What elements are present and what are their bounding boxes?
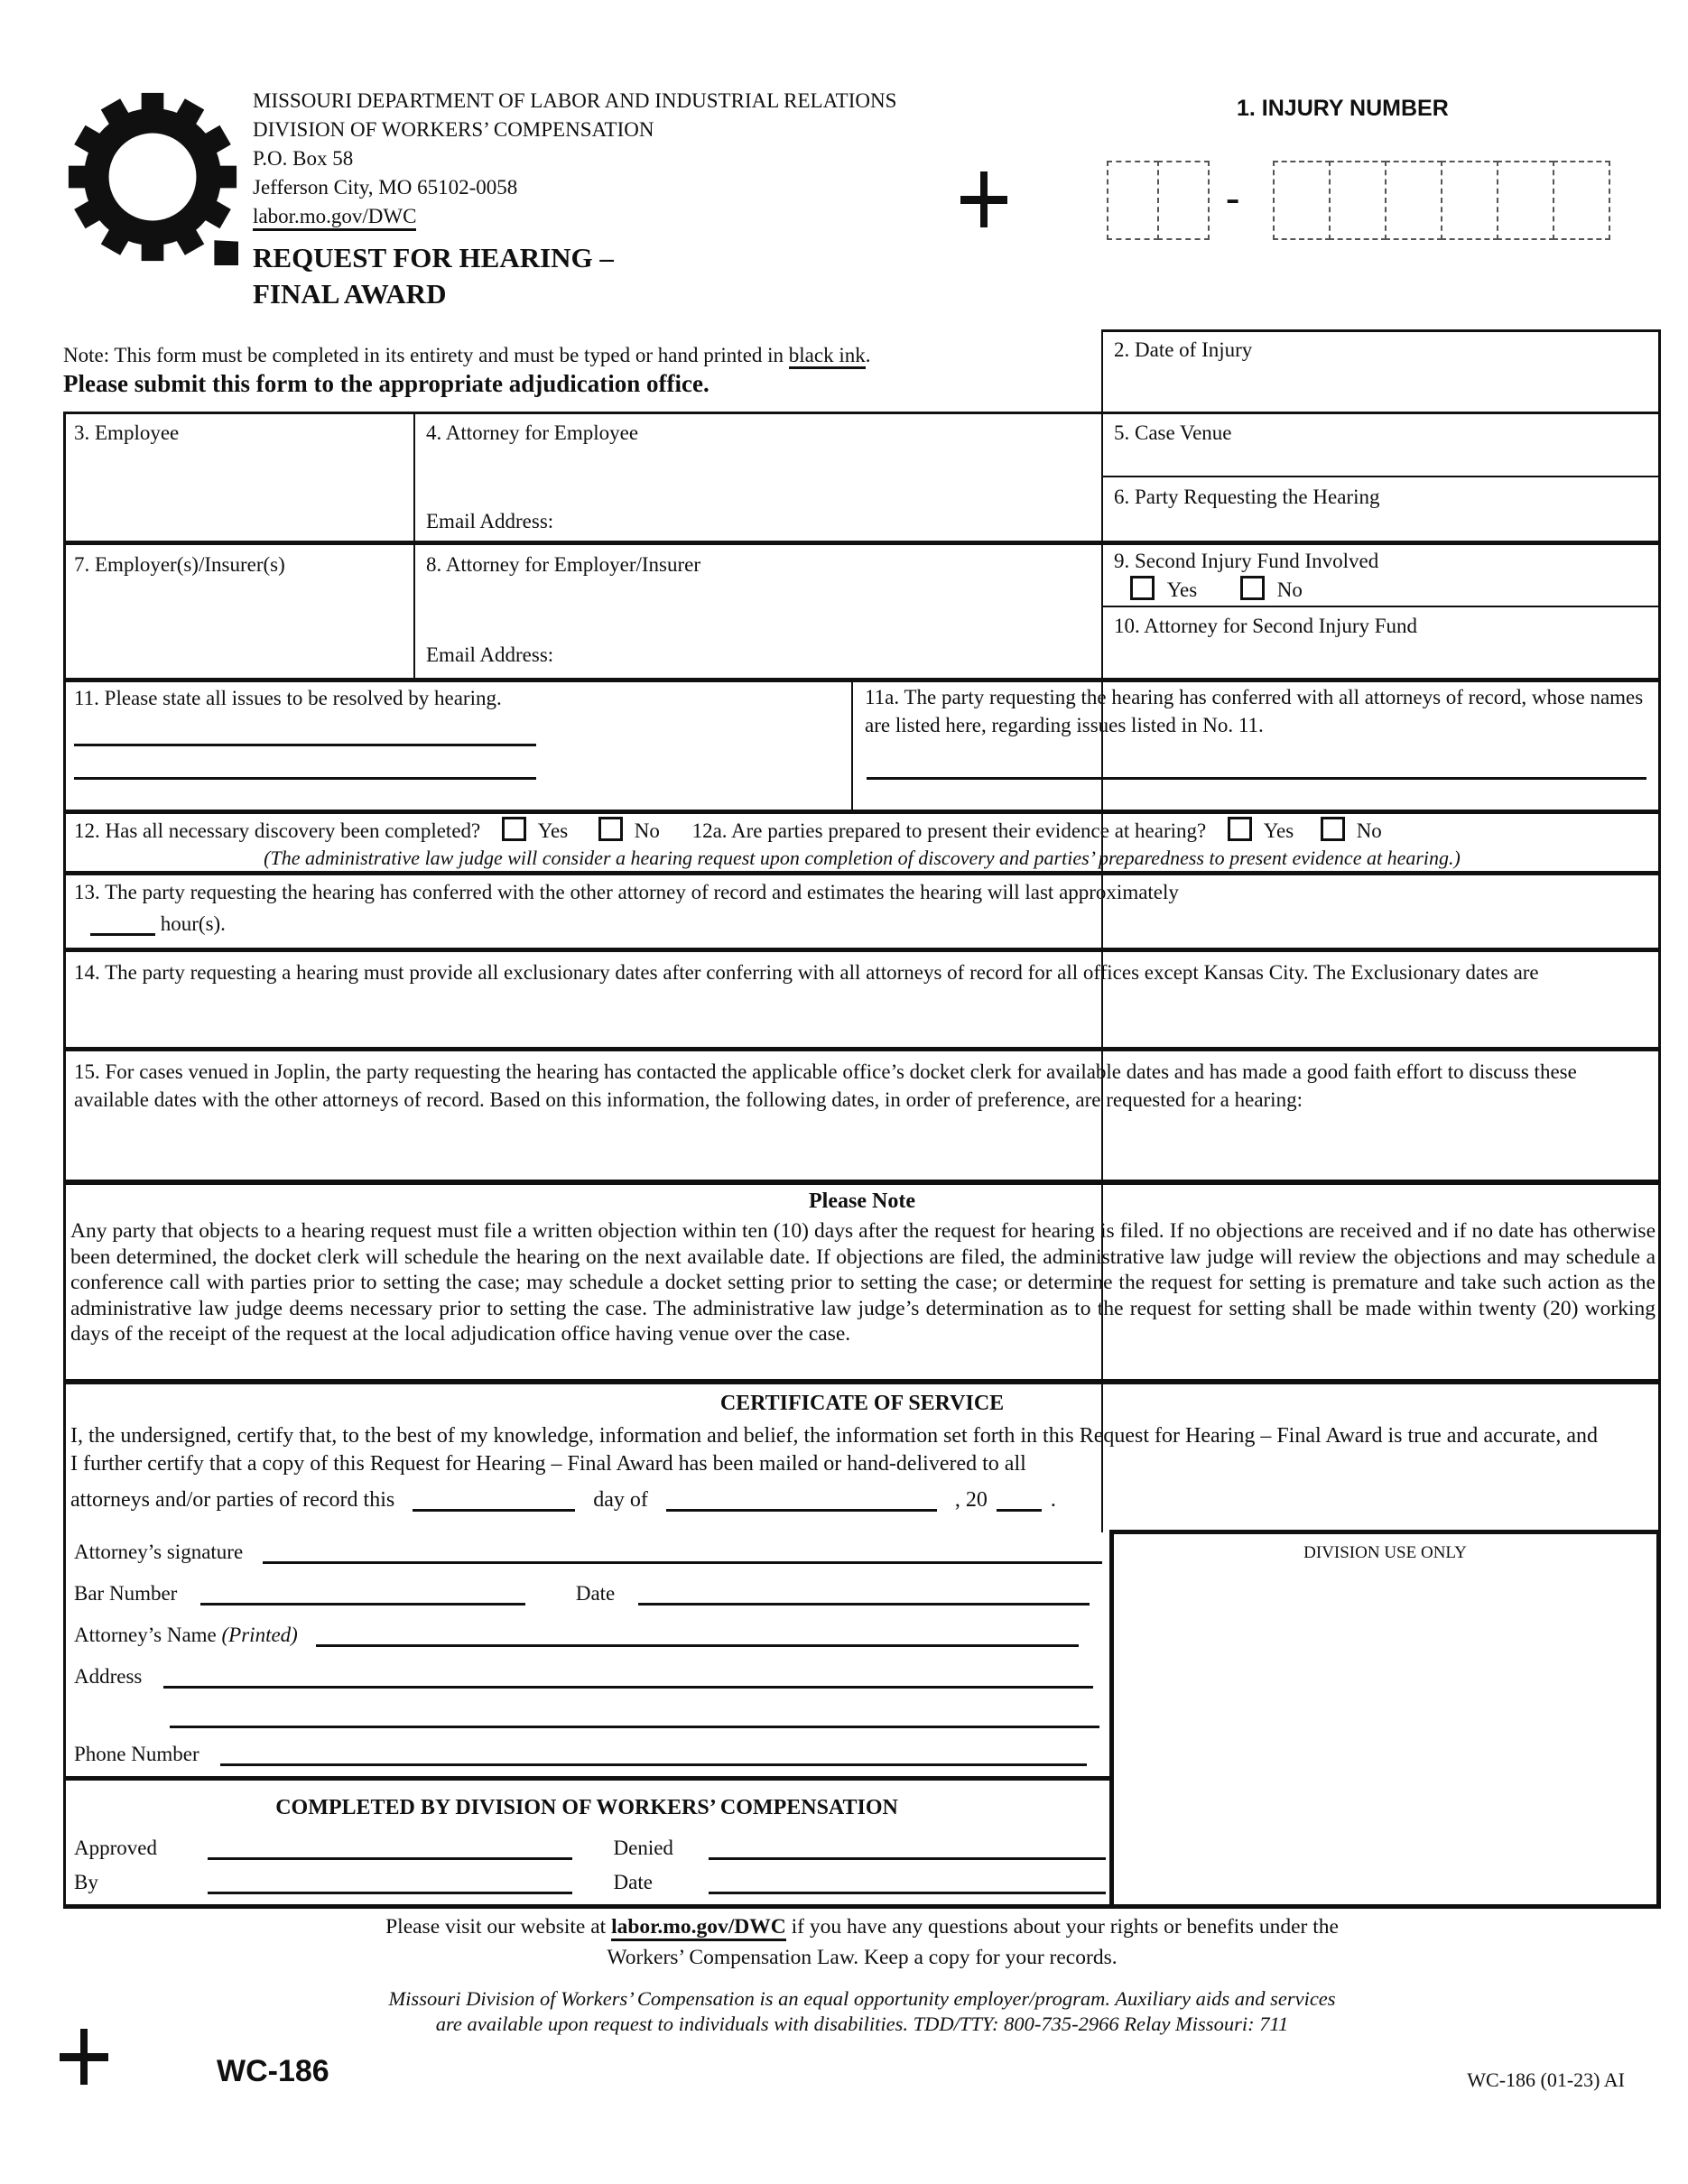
divider-line <box>63 810 1661 814</box>
month-write-line[interactable] <box>666 1487 937 1512</box>
injury-number-cell[interactable] <box>1553 161 1610 240</box>
certificate-tail-text: attorneys and/or parties of record this <box>70 1488 395 1512</box>
by-label: By <box>74 1871 98 1893</box>
field-4-label: 4. Attorney for Employee <box>426 421 639 444</box>
date-label: Date <box>575 1582 616 1605</box>
field-4-email-label: Email Address: <box>426 510 554 532</box>
denied-write-line[interactable] <box>709 1836 1106 1860</box>
table-left-border <box>63 412 66 1909</box>
year-prefix: , 20 <box>954 1488 988 1512</box>
divider-line <box>63 1904 1112 1909</box>
divider-line <box>1101 329 1661 332</box>
injury-number-cell[interactable] <box>1107 161 1159 240</box>
form-title-line-1: REQUEST FOR HEARING – <box>253 242 614 273</box>
divider-line <box>1101 476 1661 477</box>
column-divider <box>1101 329 1103 1532</box>
certificate-date-row <box>70 1487 1056 1513</box>
footer-visit-line-1 <box>63 1915 1661 1939</box>
no-label: No <box>1276 578 1303 601</box>
field-3-label: 3. Employee <box>74 421 180 444</box>
certificate-body: I, the undersigned, certify that, to the best of my knowledge, information and belief, the information set forth in this Request for Hearing – Final Award is true and accurate, and I further certify that a copy of this Request for Hearing – Final Award has been mailed or hand-delivered to all <box>70 1424 1598 1476</box>
yes-checkbox[interactable] <box>1130 576 1155 600</box>
injury-number-cell[interactable] <box>1385 161 1442 240</box>
injury-number-cell[interactable] <box>1441 161 1498 240</box>
phone-write-line[interactable] <box>220 1742 1087 1766</box>
field-6-label: 6. Party Requesting the Hearing <box>1114 486 1380 508</box>
divider-line <box>63 948 1661 952</box>
field-11a-label: 11a. The party requesting the hearing has conferred with all attorneys of record, whose names are listed here, regarding issues listed in No. 11. <box>865 686 1644 736</box>
completed-date-write-line[interactable] <box>709 1870 1106 1894</box>
field-11-write-line[interactable] <box>74 777 536 780</box>
attorney-name-row <box>74 1623 1079 1648</box>
form-title-line-2: FINAL AWARD <box>253 278 447 310</box>
footer-eo-line-2: are available upon request to individuals with disabilities. TDD/TTY: 800-735-2966 Relay Missouri: 711 <box>435 2013 1289 2035</box>
phone-row <box>74 1742 1087 1767</box>
yes-label: Yes <box>1166 578 1198 601</box>
attorney-name-printed-label: (Printed) <box>221 1624 298 1646</box>
column-divider <box>413 412 415 678</box>
please-note-body: Any party that objects to a hearing request must file a written objection within ten (10) days after the request for hearing is filed. If no objections are received and if no date has otherwise been determined, the docket clerk will schedule the hearing on the next available date. If objections are filed, the administrative law judge will review the objections and may schedule a conference call with parties prior to setting the case; may schedule a docket setting prior to setting the case; or determine the request for setting is premature and take such action as the administrative law judge deems necessary prior to setting the case. The administrative law judge’s determination as to the request for setting shall be made within twenty (20) working days of the receipt of the request at the local adjudication office having venue over the case. <box>70 1219 1656 1346</box>
divider-line <box>63 678 1661 682</box>
divider-line <box>63 1047 1661 1051</box>
divider-line <box>63 412 1661 414</box>
injury-number-cell[interactable] <box>1329 161 1387 240</box>
field-14-label: 14. The party requesting a hearing must provide all exclusionary dates after conferring with all attorneys of record for all offices except Kansas City. The Exclusionary dates are <box>74 961 1539 984</box>
address-line-1: P.O. Box 58 <box>253 147 354 170</box>
footer-visit-post: if you have any questions about your rights or benefits under the <box>785 1915 1339 1939</box>
injury-number-cell[interactable] <box>1273 161 1331 240</box>
form-code: WC-186 <box>217 2054 329 2088</box>
injury-number-cell[interactable] <box>1157 161 1210 240</box>
field-12-note: (The administrative law judge will consider a hearing request upon completion of discovery and parties’ preparedness to present evidence at hearing.) <box>264 847 1461 869</box>
injury-number-dash: - <box>1226 174 1240 220</box>
yes-label: Yes <box>1263 819 1294 842</box>
certificate-title: CERTIFICATE OF SERVICE <box>719 1392 1005 1415</box>
yes-checkbox[interactable] <box>502 817 526 841</box>
field-11-label: 11. Please state all issues to be resolved by hearing. <box>74 687 502 709</box>
completed-date-label: Date <box>613 1871 653 1893</box>
footer-eo-line-1: Missouri Division of Workers’ Compensation is an equal opportunity employer/program. Auxiliary aids and services <box>388 1987 1336 2010</box>
footer-visit-pre: Please visit our website at <box>385 1915 612 1939</box>
approved-write-line[interactable] <box>208 1836 572 1860</box>
no-label: No <box>634 819 660 842</box>
table-right-border <box>1658 329 1661 1532</box>
field-11a-write-line[interactable] <box>867 777 1646 780</box>
address-line-2: Jefferson City, MO 65102-0058 <box>253 176 518 199</box>
field-5-label: 5. Case Venue <box>1114 421 1232 444</box>
note-suffix: . <box>865 344 871 366</box>
divider-line <box>63 1776 1112 1781</box>
divider-line <box>63 541 1661 545</box>
field-10-label: 10. Attorney for Second Injury Fund <box>1114 615 1418 637</box>
bar-number-write-line[interactable] <box>200 1581 525 1606</box>
field-12-label: 12. Has all necessary discovery been completed? <box>74 819 481 842</box>
submit-instruction: Please submit this form to the appropriate adjudication office. <box>63 370 710 397</box>
injury-number-main-boxes <box>1273 161 1610 240</box>
phone-label: Phone Number <box>74 1743 199 1765</box>
sentence-period: . <box>1050 1488 1056 1512</box>
address-label: Address <box>74 1665 143 1688</box>
denied-label: Denied <box>613 1837 673 1859</box>
field-13-hours-row <box>90 912 226 937</box>
bar-number-row <box>74 1581 1090 1606</box>
agency-line-1: MISSOURI DEPARTMENT OF LABOR AND INDUSTRIAL RELATIONS <box>253 89 897 112</box>
by-date-row <box>74 1870 1106 1895</box>
address-write-line-2[interactable] <box>170 1726 1099 1728</box>
footer-visit-line-2: Workers’ Compensation Law. Keep a copy for your records. <box>607 1946 1118 1969</box>
field-9-label: 9. Second Injury Fund Involved <box>1114 550 1379 572</box>
field-15-label: 15. For cases venued in Joplin, the party requesting the hearing has contacted the applicable office’s docket clerk for available dates and has made a good faith effort to discuss these available dates with the other attorneys of record. Based on this information, the following dates, in order of preference, are requested for a hearing: <box>74 1060 1577 1111</box>
field-9-options <box>1130 576 1303 603</box>
yes-checkbox[interactable] <box>1228 817 1252 841</box>
divider-line <box>63 1180 1661 1185</box>
header-website-link[interactable]: labor.mo.gov/DWC <box>253 205 416 231</box>
registration-cross-bottom-icon <box>60 2029 108 2085</box>
field-13-suffix: hour(s). <box>160 912 226 935</box>
bar-number-label: Bar Number <box>74 1582 178 1605</box>
no-checkbox[interactable] <box>1321 817 1345 841</box>
field-13-label: 13. The party requesting the hearing has conferred with the other attorney of record and estimates the hearing will last approximately <box>74 881 1179 903</box>
approved-denied-row <box>74 1836 1106 1861</box>
note-prefix: Note: This form must be completed in its entirety and must be typed or hand printed in <box>63 344 789 366</box>
approved-label: Approved <box>74 1837 157 1859</box>
field-2-label: 2. Date of Injury <box>1114 338 1253 361</box>
no-checkbox[interactable] <box>1240 576 1265 600</box>
field-8-email-label: Email Address: <box>426 643 554 666</box>
attorney-name-label: Attorney’s Name <box>74 1624 222 1646</box>
injury-number-cell[interactable] <box>1497 161 1554 240</box>
field-8-label: 8. Attorney for Employer/Insurer <box>426 553 701 576</box>
footer-website-link[interactable]: labor.mo.gov/DWC <box>611 1915 786 1941</box>
please-note-title: Please Note <box>809 1189 915 1213</box>
no-checkbox[interactable] <box>598 817 623 841</box>
yes-label: Yes <box>537 819 569 842</box>
injury-number-label: 1. INJURY NUMBER <box>1237 96 1449 121</box>
completed-by-title: COMPLETED BY DIVISION OF WORKERS’ COMPENSATION <box>275 1796 898 1819</box>
note-underlined: black ink <box>789 344 866 369</box>
injury-number-prefix-boxes <box>1107 161 1210 240</box>
no-label: No <box>1356 819 1382 842</box>
dwc-gear-logo-icon <box>67 88 238 265</box>
by-write-line[interactable] <box>208 1870 572 1894</box>
signature-write-line[interactable] <box>263 1540 1102 1564</box>
divider-line <box>63 1379 1661 1384</box>
signature-label: Attorney’s signature <box>74 1541 244 1563</box>
day-of-label: day of <box>593 1488 648 1512</box>
division-use-only-title: DIVISION USE ONLY <box>1303 1543 1467 1562</box>
address-write-line[interactable] <box>163 1664 1093 1689</box>
hours-write-line[interactable] <box>90 912 155 936</box>
field-7-label: 7. Employer(s)/Insurer(s) <box>74 553 285 576</box>
agency-line-2: DIVISION OF WORKERS’ COMPENSATION <box>253 118 654 141</box>
signature-row <box>74 1540 1102 1565</box>
column-divider <box>851 678 853 810</box>
division-use-only-box <box>1109 1530 1661 1909</box>
field-11-write-line[interactable] <box>74 744 536 746</box>
year-write-line[interactable] <box>997 1487 1042 1512</box>
form-code-revision: WC-186 (01-23) AI <box>1467 2068 1625 2091</box>
registration-cross-top-icon <box>960 171 1007 227</box>
divider-line <box>1101 606 1661 607</box>
address-row <box>74 1664 1093 1689</box>
date-write-line[interactable] <box>638 1581 1090 1606</box>
field-12a-label: 12a. Are parties prepared to present their evidence at hearing? <box>691 819 1207 842</box>
note-line <box>63 343 871 368</box>
attorney-name-write-line[interactable] <box>316 1623 1079 1647</box>
day-write-line[interactable] <box>413 1487 575 1512</box>
divider-line <box>63 871 1661 875</box>
field-12-row <box>74 817 1382 844</box>
